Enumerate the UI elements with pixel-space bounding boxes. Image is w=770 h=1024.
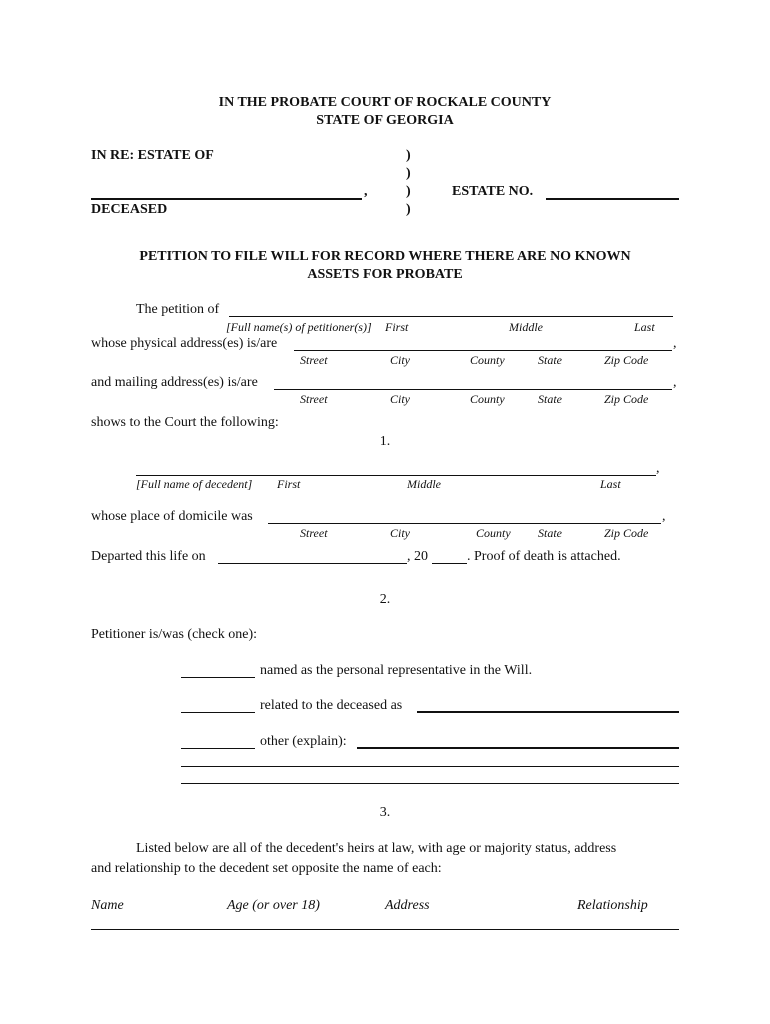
decedent-name-blank[interactable] bbox=[136, 475, 656, 476]
physical-city-hint: City bbox=[390, 353, 410, 367]
mailing-address-comma: , bbox=[673, 375, 677, 390]
physical-zip-hint: Zip Code bbox=[604, 353, 649, 367]
decedent-name-comma: , bbox=[656, 461, 660, 476]
petitioner-middle-hint: Middle bbox=[509, 320, 543, 334]
petition-title-line1: PETITION TO FILE WILL FOR RECORD WHERE THERE ARE NO KNOWN bbox=[139, 249, 631, 264]
caption-paren: ) bbox=[406, 202, 411, 217]
decedent-name-hint: [Full name of decedent] bbox=[136, 477, 253, 491]
caption-paren: ) bbox=[406, 166, 411, 181]
petitioner-name-blank[interactable] bbox=[229, 316, 673, 317]
domicile-county-hint: County bbox=[476, 526, 511, 540]
petition-of-label: The petition of bbox=[136, 302, 220, 317]
proof-of-death-text: . Proof of death is attached. bbox=[467, 549, 621, 564]
caption-paren: ) bbox=[406, 184, 411, 199]
related-option-check-blank[interactable] bbox=[181, 712, 255, 713]
heirs-paragraph-line1: Listed below are all of the decedent's heirs at law, with age or majority status, address bbox=[136, 841, 617, 856]
heirs-col-age: Age (or over 18) bbox=[227, 898, 320, 913]
check-one-label: Petitioner is/was (check one): bbox=[91, 627, 258, 642]
petitioner-last-hint: Last bbox=[634, 320, 655, 334]
domicile-label: whose place of domicile was bbox=[91, 509, 253, 524]
caption-comma: , bbox=[364, 184, 368, 199]
domicile-zip-hint: Zip Code bbox=[604, 526, 649, 540]
deceased-label: DECEASED bbox=[91, 202, 168, 217]
year-of-death-blank[interactable] bbox=[432, 563, 467, 564]
estate-number-blank[interactable] bbox=[546, 198, 679, 200]
court-heading: IN THE PROBATE COURT OF ROCKALE COUNTY bbox=[218, 95, 552, 110]
other-option-check-blank[interactable] bbox=[181, 748, 255, 749]
departed-label: Departed this life on bbox=[91, 549, 206, 564]
domicile-state-hint: State bbox=[538, 526, 562, 540]
other-explain-blank[interactable] bbox=[357, 747, 679, 749]
physical-state-hint: State bbox=[538, 353, 562, 367]
estate-name-blank[interactable] bbox=[91, 198, 362, 200]
heirs-col-relationship: Relationship bbox=[577, 898, 648, 913]
in-re-estate-label: IN RE: ESTATE OF bbox=[91, 148, 214, 163]
domicile-blank[interactable] bbox=[268, 523, 661, 524]
heirs-entry-blank[interactable] bbox=[91, 929, 679, 930]
section-1-number: 1. bbox=[379, 434, 391, 449]
mailing-city-hint: City bbox=[390, 392, 410, 406]
state-heading: STATE OF GEORGIA bbox=[316, 113, 454, 128]
heirs-col-name: Name bbox=[91, 898, 124, 913]
physical-address-comma: , bbox=[673, 336, 677, 351]
departed-year-prefix: , 20 bbox=[407, 549, 428, 564]
decedent-first-hint: First bbox=[277, 477, 301, 491]
section-2-number: 2. bbox=[379, 592, 391, 607]
domicile-city-hint: City bbox=[390, 526, 410, 540]
physical-address-blank[interactable] bbox=[294, 350, 672, 351]
decedent-middle-hint: Middle bbox=[407, 477, 441, 491]
named-option-check-blank[interactable] bbox=[181, 677, 255, 678]
mailing-zip-hint: Zip Code bbox=[604, 392, 649, 406]
estate-number-label: ESTATE NO. bbox=[452, 184, 534, 199]
date-of-death-blank[interactable] bbox=[218, 563, 407, 564]
physical-street-hint: Street bbox=[300, 353, 328, 367]
section-3-number: 3. bbox=[379, 805, 391, 820]
physical-address-label: whose physical address(es) is/are bbox=[91, 336, 278, 351]
heirs-paragraph-line2: and relationship to the decedent set opposite the name of each: bbox=[91, 861, 442, 876]
mailing-address-label: and mailing address(es) is/are bbox=[91, 375, 258, 390]
other-explain-blank-line3[interactable] bbox=[181, 783, 679, 784]
other-option-text: other (explain): bbox=[260, 734, 347, 749]
petition-title-line2: ASSETS FOR PROBATE bbox=[307, 267, 463, 282]
mailing-address-blank[interactable] bbox=[274, 389, 672, 390]
domicile-street-hint: Street bbox=[300, 526, 328, 540]
mailing-county-hint: County bbox=[470, 392, 505, 406]
mailing-street-hint: Street bbox=[300, 392, 328, 406]
decedent-last-hint: Last bbox=[600, 477, 621, 491]
mailing-state-hint: State bbox=[538, 392, 562, 406]
shows-to-court-text: shows to the Court the following: bbox=[91, 415, 279, 430]
heirs-col-address: Address bbox=[385, 898, 430, 913]
domicile-comma: , bbox=[662, 509, 666, 524]
named-option-text: named as the personal representative in the Will. bbox=[260, 663, 533, 678]
related-option-text: related to the deceased as bbox=[260, 698, 403, 713]
petitioner-name-hint: [Full name(s) of petitioner(s)] bbox=[226, 320, 372, 334]
caption-paren: ) bbox=[406, 148, 411, 163]
other-explain-blank-line2[interactable] bbox=[181, 766, 679, 767]
petitioner-first-hint: First bbox=[385, 320, 409, 334]
relationship-blank[interactable] bbox=[417, 711, 679, 713]
physical-county-hint: County bbox=[470, 353, 505, 367]
